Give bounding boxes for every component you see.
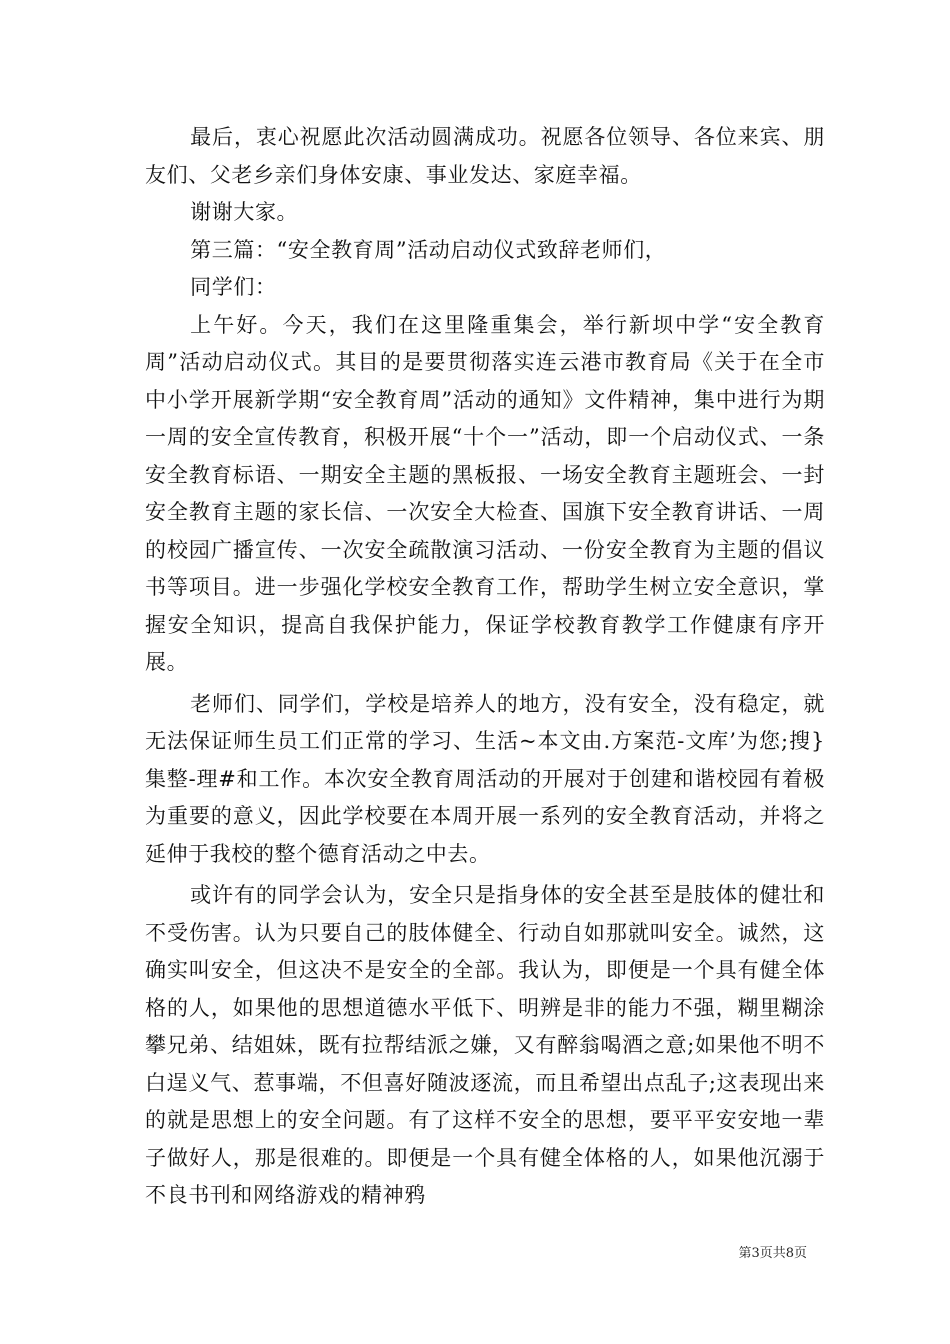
- page-number: 第3页共8页: [738, 1246, 807, 1261]
- document-body: [145, 119, 825, 1215]
- paragraph-opening: 上午好。今天，我们在这里隆重集会，举行新坝中学“安全教育周”活动启动仪式。其目的是要贯彻落实连云港市教育局《关于在全市中小学开展新学期“安全教育周”活动的通知》文件精神，集中进行为期一周的安全宣传教育，积极开展“十个一”活动，即一个启动仪式、一条安全教育标语、一期安全主题的黑板报、一场安全教育主题班会、一封安全教育主题的家长信、一次安全大检查、国旗下安全教育讲话、一周的校园广播宣传、一次安全疏散演习活动、一份安全教育为主题的倡议书等项目。进一步强化学校安全教育工作，帮助学生树立安全意识，掌握安全知识，提高自我保护能力，保证学校教育教学工作健康有序开展。: [145, 312, 825, 674]
- paragraph-closing-wishes: 最后，衷心祝愿此次活动圆满成功。祝愿各位领导、各位来宾、朋友们、父老乡亲们身体安康、事业发达、家庭幸福。: [145, 125, 825, 187]
- paragraph-school-safety: 老师们、同学们，学校是培养人的地方，没有安全，没有稳定，就无法保证师生员工们正常的学习、生活~本文由.方案范-文库’为您;搜}集整-理#和工作。本次安全教育周活动的开展对于创建和谐校园有着极为重要的意义，因此学校要在本周开展一系列的安全教育活动，并将之延伸于我校的整个德育活动之中去。: [145, 691, 825, 866]
- paragraph-section-title: 第三篇：“安全教育周”活动启动仪式致辞老师们，: [190, 237, 667, 262]
- paragraph-safety-meaning: 或许有的同学会认为，安全只是指身体的安全甚至是肢体的健壮和不受伤害。认为只要自己的肢体健全、行动自如那就叫安全。诚然，这确实叫安全，但这决不是安全的全部。我认为，即便是一个具有健全体格的人，如果他的思想道德水平低下、明辨是非的能力不强，糊里糊涂攀兄弟、结姐妹，既有拉帮结派之嫌，又有醉翁喝酒之意;如果他不明不白逞义气、惹事端，不但喜好随波逐流，而且希望出点乱子;这表现出来的就是思想上的安全问题。有了这样不安全的思想，要平平安安地一辈子做好人，那是很难的。即便是一个具有健全体格的人，如果他沉溺于不良书刊和网络游戏的精神鸦: [145, 883, 825, 1207]
- paragraph-salutation: 同学们：: [190, 275, 277, 299]
- paragraph-thanks: 谢谢大家。: [190, 200, 299, 224]
